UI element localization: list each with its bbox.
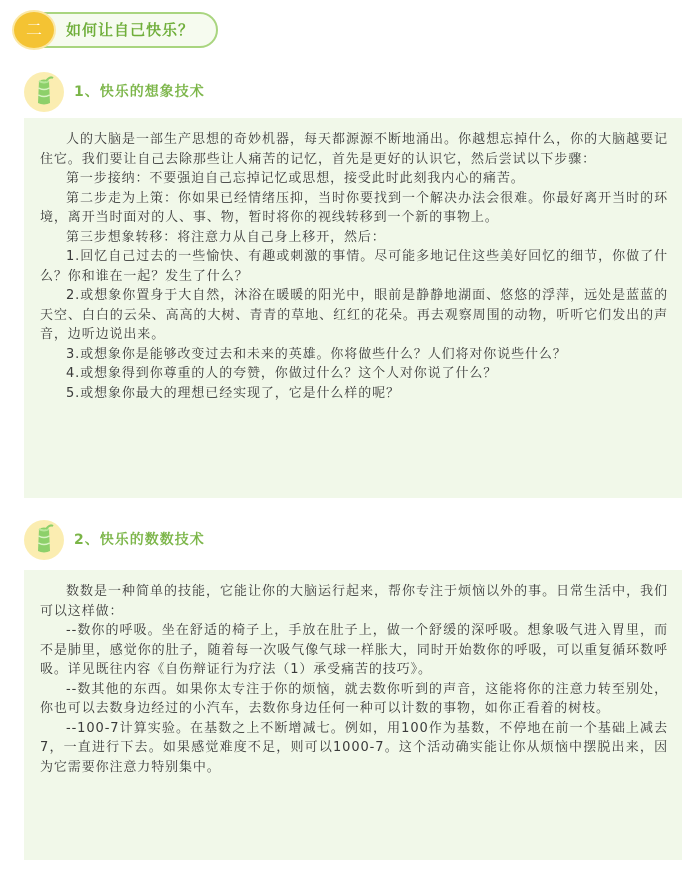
list-item: 2.或想象你置身于大自然，沐浴在暖暖的阳光中，眼前是静静地湖面、悠悠的浮萍，远处是蓝蓝的天空、白白的云朵、高高的大树、青青的草地、红红的花朵。再去观察周围的动物，听听它们发出的声音，边听边说出来。 xyxy=(40,288,668,342)
paragraph: 人的大脑是一部生产思想的奇妙机器，每天都源源不断地涌出。你越想忘掉什么，你的大脑越要记住它。我们要让自己去除那些让人痛苦的记忆，首先是更好的认识它，然后尝试以下步骤： xyxy=(40,132,668,167)
paragraph: --100-7计算实验。在基数之上不断增减七。例如，用100作为基数，不停地在前一个基础上减去7，一直进行下去。如果感觉难度不足，则可以1000-7。这个活动确实能让你从烦恼中摆脱出来，因为它需要你注意力特别集中。 xyxy=(40,720,668,775)
subsection-title: 2、快乐的数数技术 xyxy=(74,532,205,548)
subsection-title: 1、快乐的想象技术 xyxy=(74,84,205,100)
section-number-badge: 二 xyxy=(14,12,54,48)
paragraph: 第三步想象转移：将注意力从自己身上移开，然后： xyxy=(66,229,386,245)
paragraph: 第一步接纳：不要强迫自己忘掉记忆或思想，接受此时此刻我内心的痛苦。 xyxy=(66,171,525,186)
paragraph: --数其他的东西。如果你太专注于你的烦恼，就去数你听到的声音，这能将你的注意力转至别处，你也可以去数身边经过的小汽车，去数你身边任何一种可以计数的事物，如你正看着的树枝。 xyxy=(40,681,668,716)
list-item: 5.或想象你最大的理想已经实现了，它是什么样的呢？ xyxy=(66,385,400,401)
list-item: 1.回忆自己过去的一些愉快、有趣或刺激的事情。尽可能多地记住这些美好回忆的细节，你做了什么？你和谁在一起？发生了什么？ xyxy=(40,249,668,284)
subsection-header-counting xyxy=(24,520,624,560)
section-title: 如何让自己快乐？ xyxy=(66,21,195,39)
list-item: 3.或想象你是能够改变过去和未来的英雄。你将做些什么？人们将对你说些什么？ xyxy=(66,346,567,362)
paragraph: 第二步走为上策：你如果已经情绪压抑，当时你要找到一个解决办法会很难。你最好离开当时的环境，离开当时面对的人、事、物，暂时将你的视线转移到一个新的事物上。 xyxy=(40,190,668,225)
paragraph: 数数是一种简单的技能，它能让你的大脑运行起来，帮你专注于烦恼以外的事。日常生活中，我们可以这样做： xyxy=(40,584,668,619)
bamboo-icon xyxy=(24,72,64,112)
paragraph: --数你的呼吸。坐在舒适的椅子上，手放在肚子上，做一个舒缓的深呼吸。想象吸气进入胃里，而不是肺里，感觉你的肚子，随着每一次吸气像气球一样胀大，同时开始数你的呼吸，可以重复循环数呼吸。详见既往内容《自伤辩证行为疗法（1）承受痛苦的技巧》。 xyxy=(40,623,668,677)
bamboo-icon xyxy=(24,520,64,560)
subsection-header-imagination xyxy=(24,72,624,112)
content-box-counting xyxy=(24,570,682,860)
section-title-pill xyxy=(14,12,218,48)
content-box-imagination xyxy=(24,118,682,498)
list-item: 4.或想象得到你尊重的人的夸赞，你做过什么？这个人对你说了什么？ xyxy=(66,366,498,381)
